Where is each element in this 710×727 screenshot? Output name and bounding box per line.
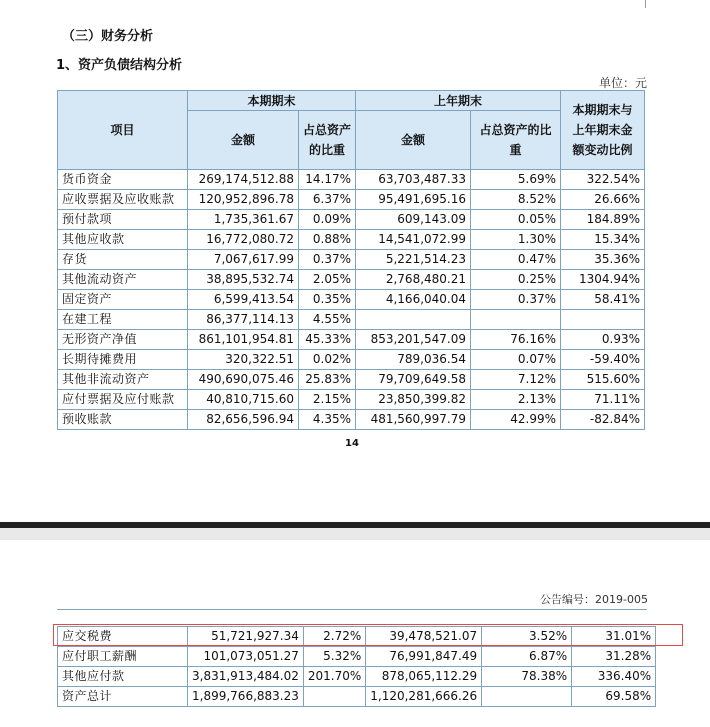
page-number: 14	[345, 438, 359, 449]
previous-amount: 609,143.09	[356, 210, 471, 230]
current-amount: 490,690,075.46	[188, 370, 299, 390]
previous-ratio: 42.99%	[471, 410, 561, 430]
row-name: 长期待摊费用	[58, 350, 188, 370]
previous-amount: 481,560,997.79	[356, 410, 471, 430]
change-ratio: 26.66%	[561, 190, 645, 210]
current-ratio: 45.33%	[299, 330, 356, 350]
header-change: 本期期末与上年期末金额变动比例	[561, 91, 645, 170]
table-row	[58, 390, 645, 410]
header-rule	[57, 609, 647, 610]
previous-ratio: 3.52%	[482, 627, 572, 647]
previous-amount: 79,709,649.58	[356, 370, 471, 390]
change-ratio: 322.54%	[561, 170, 645, 190]
previous-ratio: 8.52%	[471, 190, 561, 210]
table-row	[58, 270, 645, 290]
previous-ratio: 0.07%	[471, 350, 561, 370]
current-amount: 861,101,954.81	[188, 330, 299, 350]
change-ratio	[561, 310, 645, 330]
current-ratio: 14.17%	[299, 170, 356, 190]
row-name: 资产总计	[58, 687, 188, 707]
table-row	[58, 330, 645, 350]
row-name: 固定资产	[58, 290, 188, 310]
table-row	[58, 687, 656, 707]
table-row	[58, 667, 656, 687]
row-name: 其他非流动资产	[58, 370, 188, 390]
row-name: 预收账款	[58, 410, 188, 430]
unit-label: 单位：元	[598, 76, 647, 90]
current-amount: 120,952,896.78	[188, 190, 299, 210]
table-row	[58, 170, 645, 190]
previous-ratio: 0.47%	[471, 250, 561, 270]
current-amount: 82,656,596.94	[188, 410, 299, 430]
table-row	[58, 230, 645, 250]
row-name: 存货	[58, 250, 188, 270]
current-amount: 6,599,413.54	[188, 290, 299, 310]
previous-ratio: 5.69%	[471, 170, 561, 190]
balance-structure-table	[57, 90, 645, 430]
row-name: 其他应付款	[58, 667, 188, 687]
current-ratio: 2.05%	[299, 270, 356, 290]
previous-ratio: 2.13%	[471, 390, 561, 410]
previous-ratio: 6.87%	[482, 647, 572, 667]
change-ratio: 69.58%	[572, 687, 656, 707]
current-amount: 16,772,080.72	[188, 230, 299, 250]
change-ratio: 58.41%	[561, 290, 645, 310]
change-ratio: 336.40%	[572, 667, 656, 687]
change-ratio: 1304.94%	[561, 270, 645, 290]
table-row	[58, 190, 645, 210]
change-ratio: 31.28%	[572, 647, 656, 667]
current-ratio: 0.09%	[299, 210, 356, 230]
change-ratio: 15.34%	[561, 230, 645, 250]
row-name: 应付票据及应付账款	[58, 390, 188, 410]
current-amount: 51,721,927.34	[188, 627, 304, 647]
previous-ratio: 7.12%	[471, 370, 561, 390]
current-amount: 38,895,532.74	[188, 270, 299, 290]
row-name: 其他应收款	[58, 230, 188, 250]
previous-ratio: 1.30%	[471, 230, 561, 250]
row-name: 货币资金	[58, 170, 188, 190]
change-ratio: 515.60%	[561, 370, 645, 390]
current-ratio	[303, 687, 365, 707]
previous-amount: 5,221,514.23	[356, 250, 471, 270]
row-name: 在建工程	[58, 310, 188, 330]
current-ratio: 0.88%	[299, 230, 356, 250]
highlight-box	[53, 624, 683, 646]
previous-ratio	[482, 687, 572, 707]
previous-amount: 39,478,521.07	[366, 627, 482, 647]
current-ratio: 4.35%	[299, 410, 356, 430]
current-ratio: 5.32%	[303, 647, 365, 667]
row-name: 预付款项	[58, 210, 188, 230]
header-amount-previous: 金额	[356, 111, 471, 170]
header-amount-current: 金额	[188, 111, 299, 170]
current-ratio: 25.83%	[299, 370, 356, 390]
previous-amount: 4,166,040.04	[356, 290, 471, 310]
page-edge-line	[645, 0, 646, 8]
previous-amount: 878,065,112.29	[366, 667, 482, 687]
current-ratio: 6.37%	[299, 190, 356, 210]
change-ratio: 184.89%	[561, 210, 645, 230]
current-amount: 86,377,114.13	[188, 310, 299, 330]
table-row	[58, 370, 645, 390]
previous-amount: 63,703,487.33	[356, 170, 471, 190]
header-ratio-previous: 占总资产的比重	[471, 111, 561, 170]
current-amount: 320,322.51	[188, 350, 299, 370]
previous-ratio: 0.37%	[471, 290, 561, 310]
change-ratio: 71.11%	[561, 390, 645, 410]
change-ratio: -82.84%	[561, 410, 645, 430]
previous-ratio: 0.25%	[471, 270, 561, 290]
notice-number: 公告编号：2019-005	[540, 593, 648, 606]
row-name: 无形资产净值	[58, 330, 188, 350]
table-row	[58, 410, 645, 430]
table-row	[58, 290, 645, 310]
previous-amount: 95,491,695.16	[356, 190, 471, 210]
current-amount: 3,831,913,484.02	[188, 667, 304, 687]
table-row	[58, 250, 645, 270]
previous-amount: 2,768,480.21	[356, 270, 471, 290]
current-ratio: 0.35%	[299, 290, 356, 310]
previous-ratio: 76.16%	[471, 330, 561, 350]
change-ratio: -59.40%	[561, 350, 645, 370]
table-row	[58, 310, 645, 330]
header-previous-year: 上年期末	[356, 91, 561, 111]
current-ratio: 0.37%	[299, 250, 356, 270]
previous-amount: 1,120,281,666.26	[366, 687, 482, 707]
previous-amount: 76,991,847.49	[366, 647, 482, 667]
row-name: 应付职工薪酬	[58, 647, 188, 667]
previous-amount: 14,541,072.99	[356, 230, 471, 250]
current-ratio: 2.72%	[303, 627, 365, 647]
change-ratio: 31.01%	[572, 627, 656, 647]
current-amount: 101,073,051.27	[188, 647, 304, 667]
previous-amount: 853,201,547.09	[356, 330, 471, 350]
header-current-period: 本期期末	[188, 91, 356, 111]
previous-ratio: 78.38%	[482, 667, 572, 687]
change-ratio: 0.93%	[561, 330, 645, 350]
row-name: 应收票据及应收账款	[58, 190, 188, 210]
previous-ratio: 0.05%	[471, 210, 561, 230]
previous-ratio	[471, 310, 561, 330]
previous-amount	[356, 310, 471, 330]
change-ratio: 35.36%	[561, 250, 645, 270]
table-row	[58, 350, 645, 370]
current-amount: 1,735,361.67	[188, 210, 299, 230]
header-ratio-current: 占总资产的比重	[299, 111, 356, 170]
previous-amount: 23,850,399.82	[356, 390, 471, 410]
row-name: 应交税费	[58, 627, 188, 647]
row-name: 其他流动资产	[58, 270, 188, 290]
table-row	[58, 647, 656, 667]
current-ratio: 0.02%	[299, 350, 356, 370]
current-amount: 7,067,617.99	[188, 250, 299, 270]
table-row	[58, 210, 645, 230]
current-amount: 269,174,512.88	[188, 170, 299, 190]
page-gap-edge	[0, 522, 710, 528]
header-item: 项目	[58, 91, 188, 170]
current-amount: 40,810,715.60	[188, 390, 299, 410]
current-ratio: 4.55%	[299, 310, 356, 330]
current-ratio: 2.15%	[299, 390, 356, 410]
previous-amount: 789,036.54	[356, 350, 471, 370]
current-ratio: 201.70%	[303, 667, 365, 687]
current-amount: 1,899,766,883.23	[188, 687, 304, 707]
sub-title: 1、资产负债结构分析	[56, 58, 183, 73]
section-title: （三）财务分析	[62, 29, 154, 44]
